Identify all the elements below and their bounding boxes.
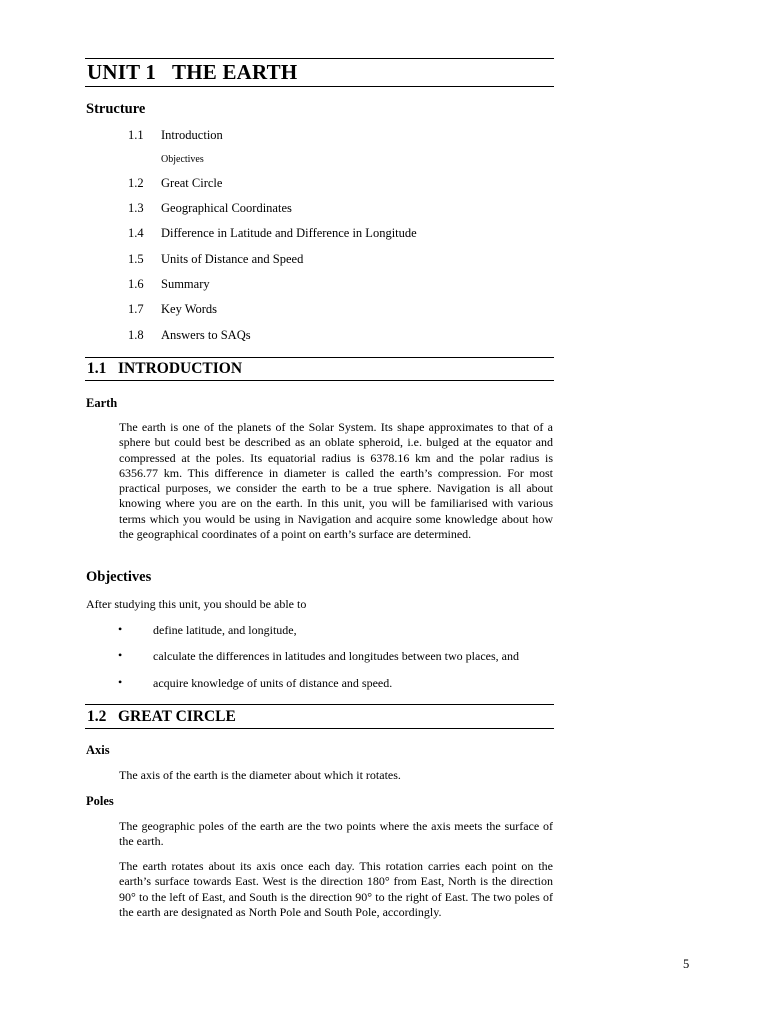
toc-item-answers-saqs: Answers to SAQs xyxy=(161,328,251,342)
axis-heading: Axis xyxy=(86,743,110,757)
earth-heading: Earth xyxy=(86,396,118,410)
toc-item-units-distance-speed: Units of Distance and Speed xyxy=(161,252,304,266)
objective-item: acquire knowledge of units of distance and speed. xyxy=(153,676,393,690)
unit-title-bottom-rule xyxy=(85,86,554,87)
toc-item-great-circle: Great Circle xyxy=(161,176,223,190)
toc-item-summary: Summary xyxy=(161,277,210,291)
toc-item-introduction: Introduction xyxy=(161,128,223,142)
poles-paragraph-1: The geographic poles of the earth are the two points where the axis meets the surface of the earth. xyxy=(119,819,553,849)
objectives-heading: Objectives xyxy=(86,569,152,585)
toc-item-objectives: Objectives xyxy=(161,154,204,165)
unit-title: UNIT 1 THE EARTH xyxy=(87,60,298,84)
bullet-icon: • xyxy=(118,622,123,636)
bullet-icon: • xyxy=(118,675,123,689)
section-1-1-title: 1.1 INTRODUCTION xyxy=(87,360,243,377)
toc-item-number: 1.7 xyxy=(128,302,144,316)
toc-item-number: 1.3 xyxy=(128,201,144,215)
toc-item-number: 1.5 xyxy=(128,252,144,266)
bullet-icon: • xyxy=(118,648,123,662)
section-1-2-title: 1.2 GREAT CIRCLE xyxy=(87,708,236,725)
poles-heading: Poles xyxy=(86,794,114,808)
poles-paragraph-2: The earth rotates about its axis once each day. This rotation carries each point on the earth’s surface towards East. West is the direction 180° from East, North is the direction 90° to the left of East, and South is the direction 90° to the right of East. The two poles of the earth are designated as North Pole and South Pole, accordingly. xyxy=(119,859,553,919)
toc-item-number: 1.1 xyxy=(128,128,144,142)
toc-item-difference-latitude-longitude: Difference in Latitude and Difference in Longitude xyxy=(161,226,417,240)
toc-item-number: 1.2 xyxy=(128,176,144,190)
objective-item: calculate the differences in latitudes and longitudes between two places, and xyxy=(153,649,519,663)
unit-title-top-rule xyxy=(85,58,554,59)
objectives-intro: After studying this unit, you should be able to xyxy=(86,597,307,611)
toc-item-number: 1.4 xyxy=(128,226,144,240)
section-1-1-bottom-rule xyxy=(85,380,554,381)
earth-paragraph: The earth is one of the planets of the Solar System. Its shape approximates to that of a sphere but could best be described as an oblate spheroid, i.e. bulged at the equator and compressed at the poles. Its equatorial radius is 6378.16 km and the polar radius is 6356.77 km. This difference in diameter is called the earth’s compression. For most practical purposes, we consider the earth to be a true sphere. Navigation is all about knowing where you are on the earth. In this unit, you will be familiarised with various terms which you would be using in Navigation and acquire some knowledge about how the geographical coordinates of a point on earth’s surface are determined. xyxy=(119,420,553,542)
axis-paragraph: The axis of the earth is the diameter about which it rotates. xyxy=(119,768,401,782)
toc-item-number: 1.6 xyxy=(128,277,144,291)
objective-item: define latitude, and longitude, xyxy=(153,623,297,637)
section-1-1-top-rule xyxy=(85,357,554,358)
toc-item-key-words: Key Words xyxy=(161,302,218,316)
toc-item-number: 1.8 xyxy=(128,328,144,342)
structure-heading: Structure xyxy=(86,101,146,117)
page-number: 5 xyxy=(683,957,690,971)
section-1-2-top-rule xyxy=(85,704,554,705)
section-1-2-bottom-rule xyxy=(85,728,554,729)
toc-item-geographical-coordinates: Geographical Coordinates xyxy=(161,201,292,215)
